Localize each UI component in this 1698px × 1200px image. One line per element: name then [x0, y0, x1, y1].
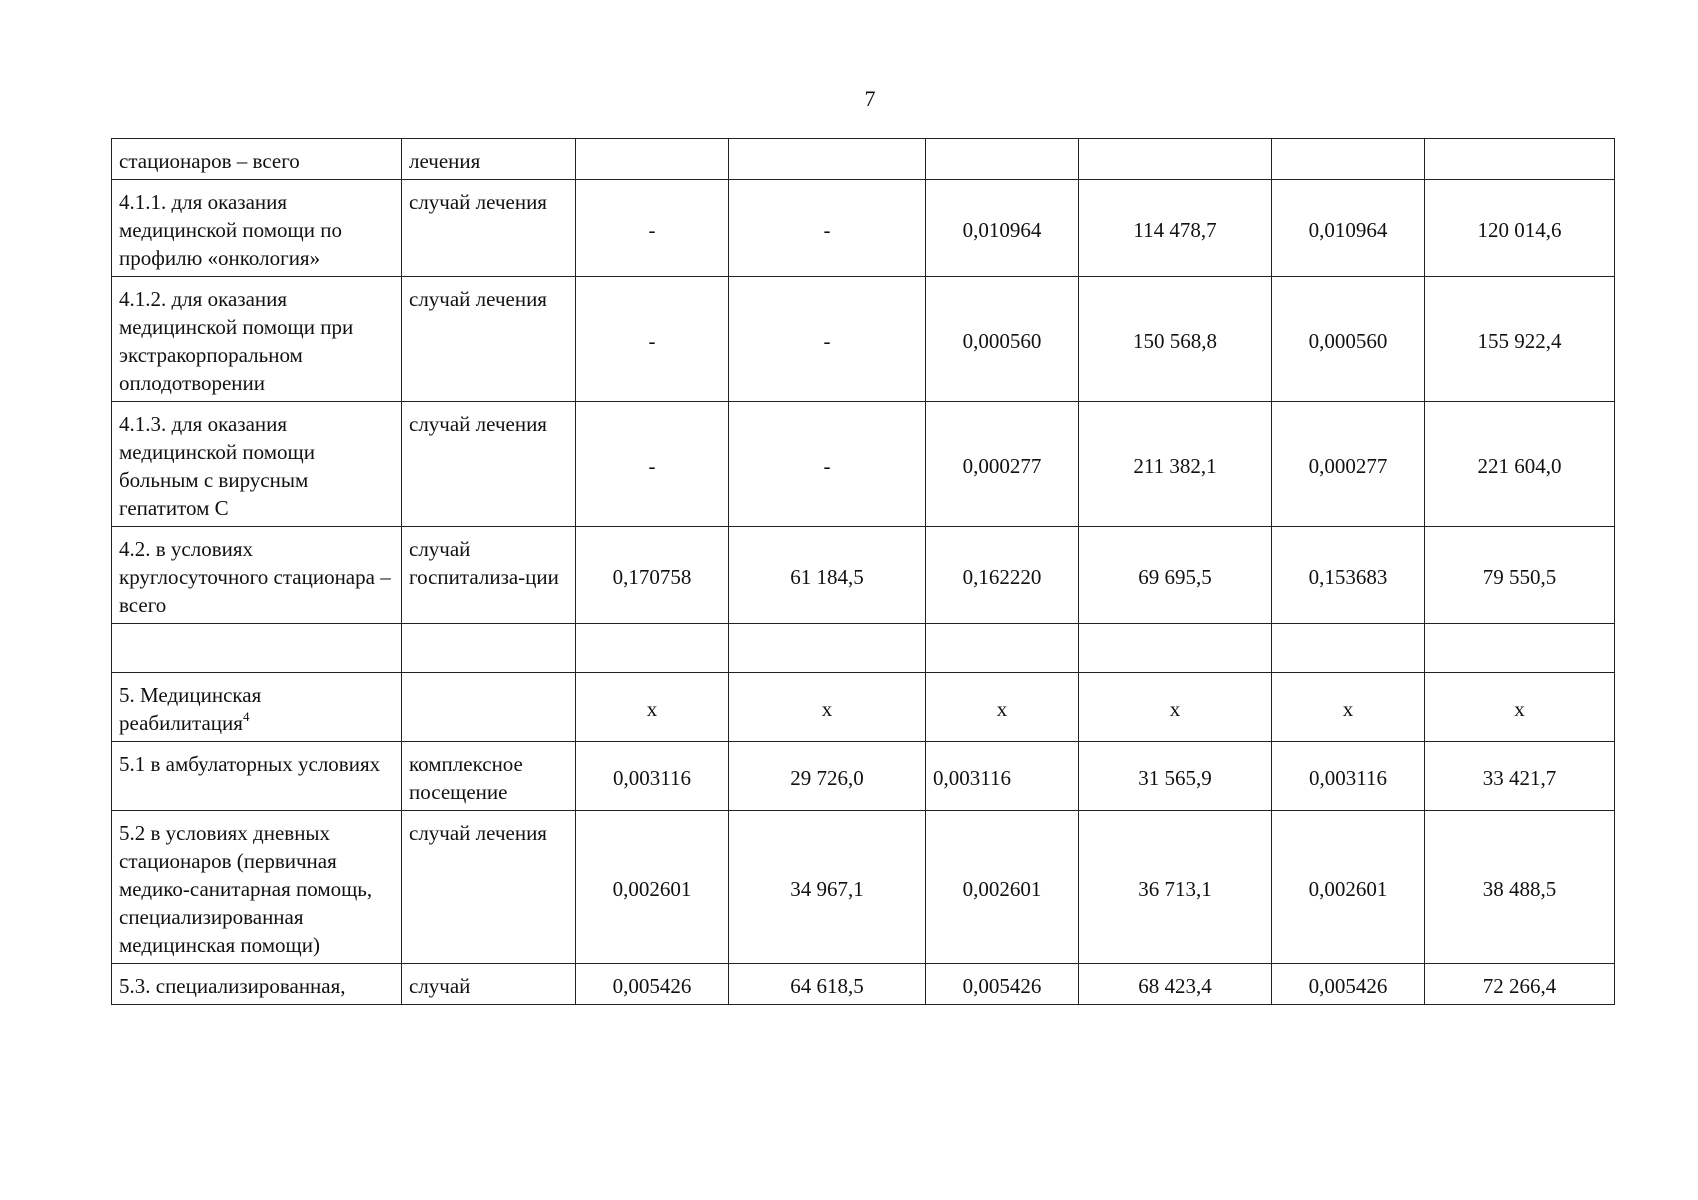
row-name-cell — [112, 673, 402, 742]
value-cell: 221 604,0 — [1425, 402, 1615, 527]
value-cell: 0,162220 — [926, 527, 1079, 624]
row-name-cell: 4.2. в условиях круглосуточного стационара – всего — [112, 527, 402, 624]
value-cell: 0,002601 — [926, 811, 1079, 964]
value-cell — [1079, 624, 1272, 673]
value-cell: 33 421,7 — [1425, 742, 1615, 811]
value-cell: 0,005426 — [576, 964, 729, 1005]
value-cell: х — [1079, 673, 1272, 742]
value-cell: 0,000277 — [926, 402, 1079, 527]
row-name-cell: 5.3. специализированная, — [112, 964, 402, 1005]
value-cell: 0,005426 — [926, 964, 1079, 1005]
value-cell: 64 618,5 — [729, 964, 926, 1005]
value-cell — [576, 139, 729, 180]
value-cell: - — [576, 277, 729, 402]
unit-cell — [402, 673, 576, 742]
table-row — [112, 673, 1615, 742]
value-cell: х — [729, 673, 926, 742]
value-cell: - — [729, 277, 926, 402]
value-cell: 0,003116 — [576, 742, 729, 811]
value-cell: 120 014,6 — [1425, 180, 1615, 277]
unit-cell: лечения — [402, 139, 576, 180]
value-cell — [1079, 139, 1272, 180]
value-cell: 79 550,5 — [1425, 527, 1615, 624]
value-cell: 61 184,5 — [729, 527, 926, 624]
value-cell: 155 922,4 — [1425, 277, 1615, 402]
value-cell: - — [729, 180, 926, 277]
value-cell: 0,002601 — [1272, 811, 1425, 964]
value-cell: х — [1425, 673, 1615, 742]
table-row-empty — [112, 624, 1615, 673]
value-cell — [576, 624, 729, 673]
unit-cell: случай лечения — [402, 402, 576, 527]
value-cell: х — [926, 673, 1079, 742]
value-cell: 0,002601 — [576, 811, 729, 964]
table-row — [112, 527, 1615, 624]
row-name-cell: 5.2 в условиях дневных стационаров (первичная медико-санитарная помощь, специализированная медицинская помощи) — [112, 811, 402, 964]
row-name-cell: стационаров – всего — [112, 139, 402, 180]
value-cell: - — [576, 180, 729, 277]
value-cell: 68 423,4 — [1079, 964, 1272, 1005]
value-cell: 211 382,1 — [1079, 402, 1272, 527]
value-cell: 72 266,4 — [1425, 964, 1615, 1005]
value-cell — [1272, 139, 1425, 180]
page-number: 7 — [864, 86, 876, 111]
value-cell — [729, 624, 926, 673]
table-row — [112, 139, 1615, 180]
table-row — [112, 811, 1615, 964]
value-cell: 0,003116 — [926, 742, 1079, 811]
value-cell: - — [576, 402, 729, 527]
value-cell: 0,010964 — [926, 180, 1079, 277]
value-cell — [1425, 139, 1615, 180]
value-cell: 0,005426 — [1272, 964, 1425, 1005]
footnote-marker: 4 — [242, 709, 250, 724]
row-name-cell: 4.1.3. для оказания медицинской помощи больным с вирусным гепатитом С — [112, 402, 402, 527]
value-cell: 114 478,7 — [1079, 180, 1272, 277]
value-cell: - — [729, 402, 926, 527]
value-cell — [926, 139, 1079, 180]
unit-cell — [402, 624, 576, 673]
value-cell: 69 695,5 — [1079, 527, 1272, 624]
value-cell — [729, 139, 926, 180]
value-cell: 0,000277 — [1272, 402, 1425, 527]
norms-table — [111, 138, 1615, 1005]
row-name-cell — [112, 624, 402, 673]
value-cell: 38 488,5 — [1425, 811, 1615, 964]
value-cell: х — [1272, 673, 1425, 742]
row-name-text: 5. Медицинская реабилитация — [119, 683, 262, 735]
row-name-cell: 5.1 в амбулаторных условиях — [112, 742, 402, 811]
unit-cell: случай лечения — [402, 277, 576, 402]
table-row — [112, 402, 1615, 527]
unit-cell: случай лечения — [402, 811, 576, 964]
value-cell: 29 726,0 — [729, 742, 926, 811]
table-row — [112, 964, 1615, 1005]
unit-cell: случай лечения — [402, 180, 576, 277]
value-cell: 0,000560 — [1272, 277, 1425, 402]
value-cell: 0,003116 — [1272, 742, 1425, 811]
value-cell: 0,170758 — [576, 527, 729, 624]
value-cell: 0,000560 — [926, 277, 1079, 402]
value-cell: 36 713,1 — [1079, 811, 1272, 964]
value-cell — [1425, 624, 1615, 673]
unit-cell: комплексное посещение — [402, 742, 576, 811]
value-cell: 150 568,8 — [1079, 277, 1272, 402]
value-cell: 31 565,9 — [1079, 742, 1272, 811]
value-cell: 34 967,1 — [729, 811, 926, 964]
value-cell — [1272, 624, 1425, 673]
value-cell: х — [576, 673, 729, 742]
table-row — [112, 180, 1615, 277]
unit-cell: случай госпитализа-ции — [402, 527, 576, 624]
row-name-cell: 4.1.2. для оказания медицинской помощи при экстракорпоральном оплодотворении — [112, 277, 402, 402]
value-cell: 0,010964 — [1272, 180, 1425, 277]
row-name-cell: 4.1.1. для оказания медицинской помощи по профилю «онкология» — [112, 180, 402, 277]
value-cell — [926, 624, 1079, 673]
table-row — [112, 277, 1615, 402]
value-cell: 0,153683 — [1272, 527, 1425, 624]
table-row — [112, 742, 1615, 811]
unit-cell: случай — [402, 964, 576, 1005]
